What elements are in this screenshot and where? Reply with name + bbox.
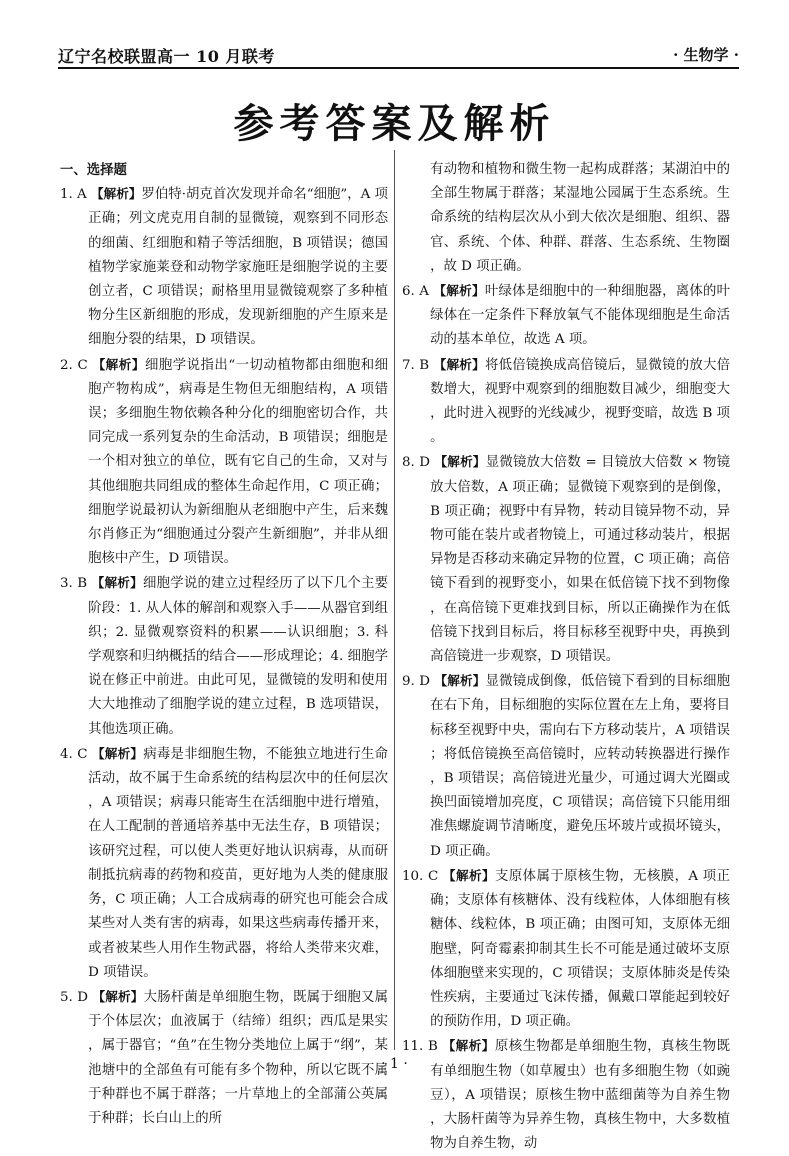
answer-number: 3. B <box>60 576 88 592</box>
answer-item-7 <box>402 353 730 451</box>
exam-name: 辽宁名校联盟高一 10 月联考 <box>58 47 275 66</box>
answer-item-9 <box>402 669 730 864</box>
answer-text: 将低倍镜换成高倍镜后，显微镜的放大倍数增大，视野中观察到的细胞数目减少，细胞变大，此时进入视野的光线减少，视野变暗，故选 B 项。 <box>430 357 731 446</box>
answer-number: 7. B <box>402 357 430 373</box>
answer-number: 10. C <box>402 868 439 884</box>
answer-item-6 <box>402 279 730 353</box>
answer-number: 2. C <box>60 357 88 373</box>
analysis-tag: 【解析】 <box>433 283 485 299</box>
page-header <box>58 38 739 68</box>
analysis-tag: 【解析】 <box>434 673 486 689</box>
answer-text: 显微镜放大倍数 = 目镜放大倍数 × 物镜放大倍数，A 项正确；显微镜下观察到的是倒像，B 项正确；视野中有异物，转动目镜异物不动，异物可能在装片或者物镜上，可通过移动装片，根据异物是否移动来确定异物的位置，C 项正确；高倍镜下看到的视野变小，如果在低倍镜下找不到物像，在高倍镜下更难找到目标，所以正确操作为在低倍镜下找到目标后，将目标移至视野中央，再换到高倍镜进一步观察，D 项错误。 <box>430 455 730 665</box>
answer-text: 原核生物都是单细胞生物，真核生物既有单细胞生物（如草履虫）也有多细胞生物（如豌豆），A 项错误；原核生物中蓝细菌等为自养生物，大肠杆菌等为异养生物，真核生物中，大多数植物为自养生物，动 <box>430 1039 730 1152</box>
answer-item-4 <box>60 742 388 985</box>
answer-item-10 <box>402 864 730 1034</box>
analysis-tag: 【解析】 <box>91 186 142 202</box>
left-column <box>60 158 388 1131</box>
answer-text: 有动物和植物和微生物一起构成群落；某湖泊中的全部生物属于群落；某湿地公园属于生态系统。生命系统的结构层次从小到大依次是细胞、组织、器官、系统、个体、种群、群落、生态系统、生物圈，故 D 项正确。 <box>430 162 730 274</box>
answer-number: 9. D <box>402 674 430 690</box>
answer-item-8 <box>402 450 730 669</box>
section-heading: 一、选择题 <box>60 162 127 178</box>
analysis-tag: 【解析】 <box>433 356 485 372</box>
answer-item-5-continued <box>402 158 730 279</box>
answer-number: 11. B <box>402 1039 438 1055</box>
answer-item-2 <box>60 353 388 572</box>
page-number: · 1 · <box>381 1056 408 1072</box>
analysis-tag: 【解析】 <box>434 454 486 470</box>
answer-text: 罗伯特·胡克首次发现并命名“细胞”，A 项正确；列文虎克用自制的显微镜，观察到不同形态的细菌、红细胞和精子等活细胞，B 项错误；德国植物学家施莱登和动物学家施旺是细胞学说的主要创立者，C 项错误；耐格里用显微镜观察了多种植物分生区新细胞的形成，发现新细胞的产生原来是细胞分裂的结果，D 项错误。 <box>88 187 389 348</box>
column-divider <box>394 150 395 1050</box>
answer-number: 6. A <box>402 284 429 300</box>
analysis-tag: 【解析】 <box>442 867 495 883</box>
answer-text: 支原体属于原核生物，无核膜，A 项正确；支原体有核糖体、没有线粒体，人体细胞有核糖体、线粒体，B 项正确；由图可知，支原体无细胞壁，阿奇霉素抑制其生长不可能是通过破坏支原体细胞壁来实现的，C 项错误；支原体肺炎是传染性疾病，主要通过飞沫传播，佩戴口罩能起到较好的预防作用，D 项正确。 <box>430 868 730 1030</box>
answer-number: 5. D <box>60 989 88 1005</box>
answer-number: 4. C <box>60 746 88 762</box>
answer-number: 1. A <box>60 187 87 203</box>
answer-text: 病毒是非细胞生物，不能独立地进行生命活动，故不属于生命系统的结构层次中的任何层次，A 项错误；病毒只能寄生在活细胞中进行增殖，在人工配制的普通培养基中无法生存，B 项错误；该研究过程，可以使人类更好地认识病毒，从而研制抵抗病毒的药物和疫苗，更好地为人类的健康服务，C 项正确；人工合成病毒的研究也可能会合成某些对人类有害的病毒，如果这些病毒传播开来，或者被某些人用作生物武器，将给人类带来灾难，D 项错误。 <box>88 746 389 980</box>
analysis-tag: 【解析】 <box>92 988 144 1004</box>
answer-number: 8. D <box>402 455 430 471</box>
subject-name: · 生物学 · <box>673 46 739 64</box>
answer-item-11 <box>402 1034 730 1156</box>
analysis-tag: 【解析】 <box>91 575 143 591</box>
analysis-tag: 【解析】 <box>91 745 144 761</box>
answer-text: 大肠杆菌是单细胞生物，既属于细胞又属于个体层次；血液属于（结缔）组织；西瓜是果实，属于器官；“鱼”在生物分类地位上属于“纲”，某池塘中的全部鱼有可能有多个物种，所以它既不属于种群也不属于群落；一片草地上的全部蒲公英属于种群；长白山上的所 <box>88 989 389 1126</box>
answer-text: 显微镜成倒像，低倍镜下看到的目标细胞在右下角，目标细胞的实际位置在左上角，要将目标移至视野中央，需向右下方移动装片，A 项错误；将低倍镜换至高倍镜时，应转动转换器进行操作，B 项错误；高倍镜进光量少，可通过调大光圈或换凹面镜增加亮度，C 项错误；高倍镜下只能用细准焦螺旋调节清晰度，避免压坏玻片或损坏镜头，D 项正确。 <box>430 674 731 859</box>
page-title: 参考答案及解析 <box>233 101 556 147</box>
analysis-tag: 【解析】 <box>442 1038 495 1054</box>
header-rule <box>58 67 739 69</box>
answer-text: 细胞学说的建立过程经历了以下几个主要阶段：1. 从人体的解剖和观察入手——从器官到组织；2. 显微观察资料的积累——认识细胞；3. 科学观察和归纳概括的结合——形成理论；4. 细胞学说在修正中前进。由此可见，显微镜的发明和使用大大地推动了细胞学说的建立过程，B 选项错误，其他选项正确。 <box>88 576 389 737</box>
answer-text: 叶绿体是细胞中的一种细胞器，离体的叶绿体在一定条件下释放氧气不能体现细胞是生命活动的基本单位，故选 A 项。 <box>430 284 731 348</box>
answer-item-1 <box>60 182 388 352</box>
answer-text: 细胞学说指出“一切动植物都由细胞和细胞产物构成”，病毒是生物但无细胞结构，A 项错误；多细胞生物依赖各种分化的细胞密切合作，共同完成一系列复杂的生命活动，B 项错误；细胞是一个相对独立的单位，既有它自己的生命，又对与其他细胞共同组成的整体生命起作用，C 项正确；细胞学说最初认为新细胞从老细胞中产生，后来魏尔肖修正为“细胞通过分裂产生新细胞”，并非从细胞核中产生，D 项错误。 <box>88 357 388 567</box>
right-column <box>402 158 730 1156</box>
analysis-tag: 【解析】 <box>92 356 145 372</box>
answer-item-3 <box>60 571 388 741</box>
